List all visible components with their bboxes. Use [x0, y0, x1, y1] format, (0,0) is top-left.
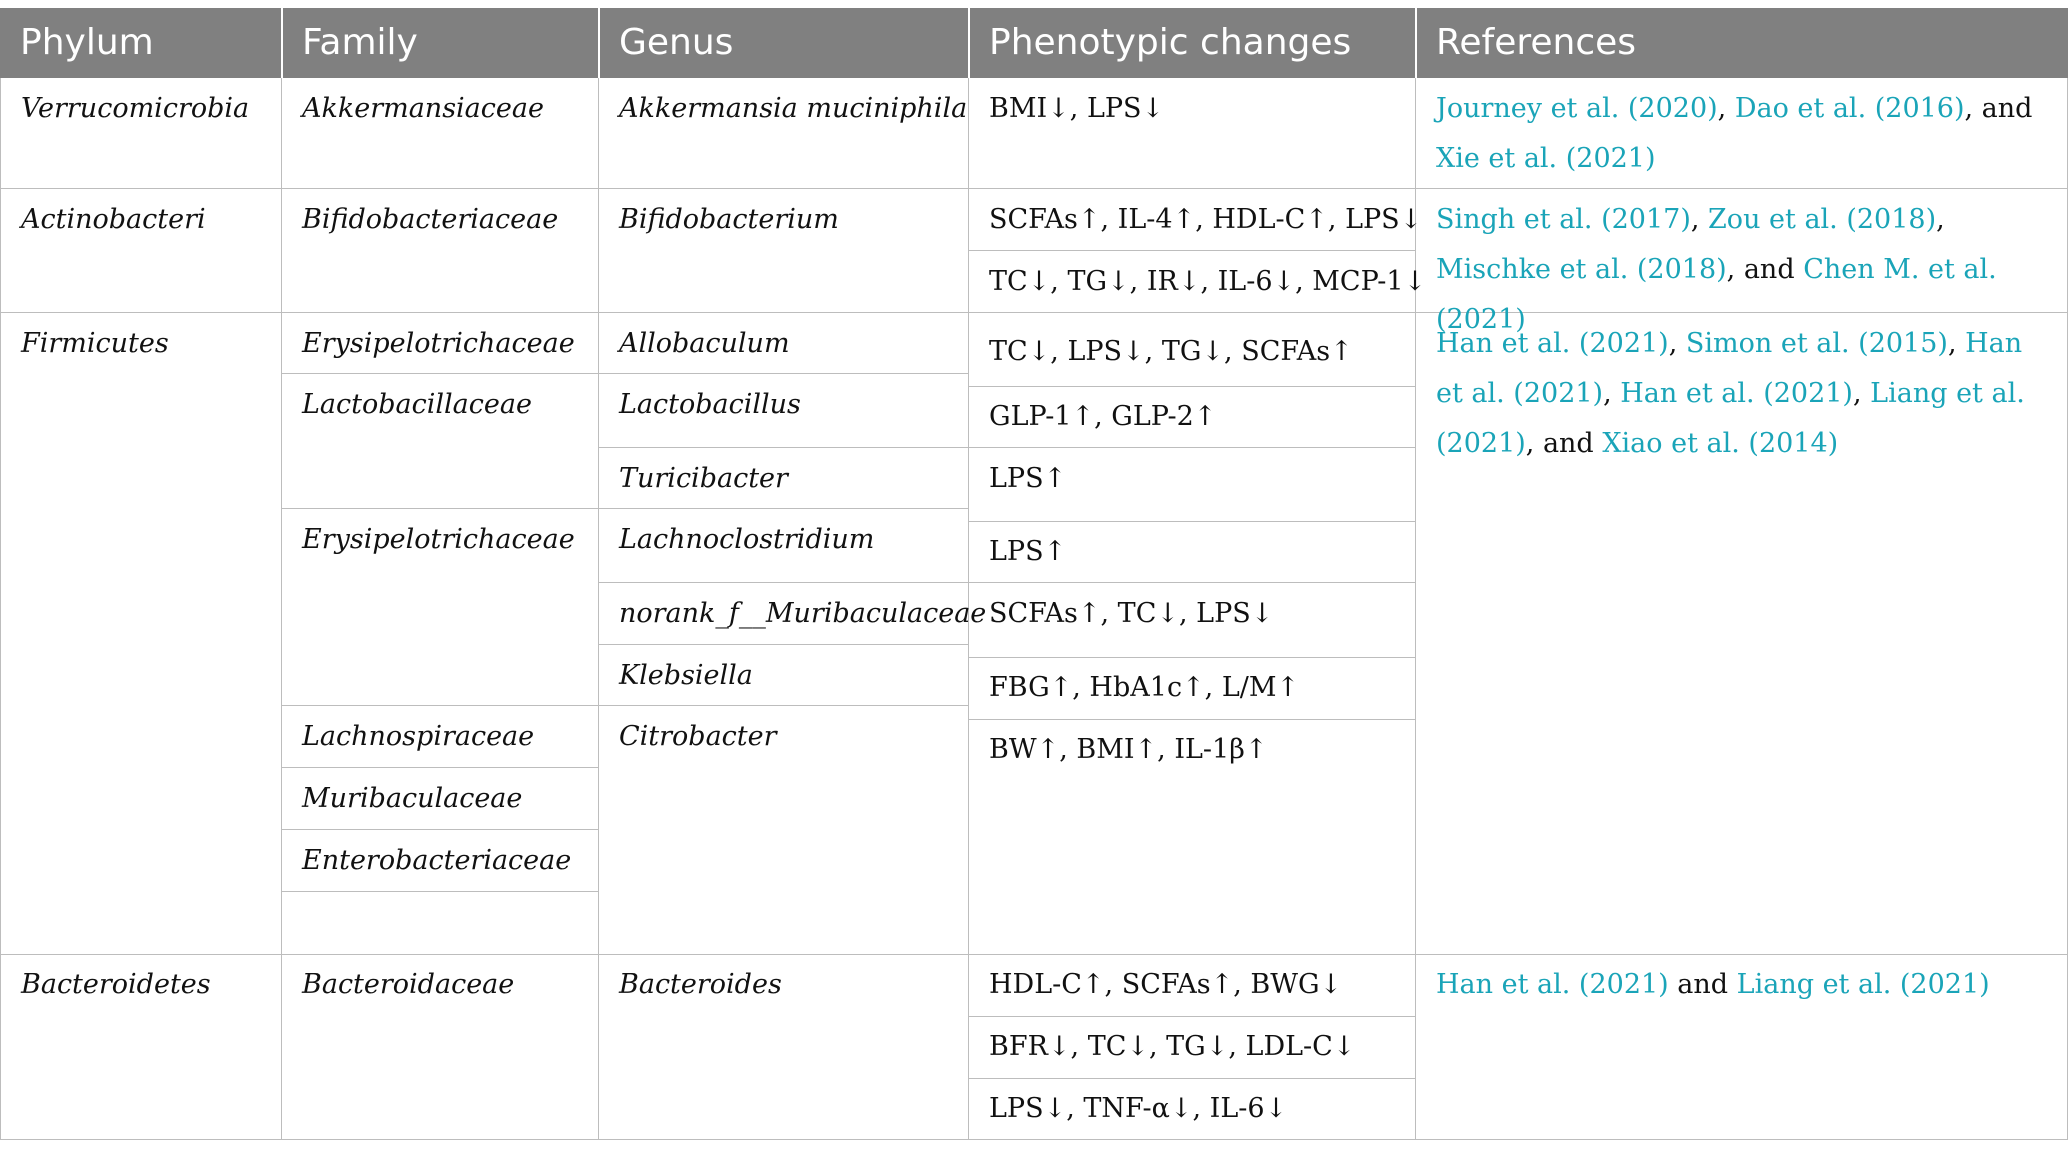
pheno-bact-3: LPS↓, TNF-α↓, IL-6↓ [989, 1093, 1288, 1124]
family-lactobacillaceae: Lactobacillaceae [302, 389, 532, 420]
pheno-actino-2: TC↓, TG↓, IR↓, IL-6↓, MCP-1↓ [989, 266, 1427, 297]
family-erysipelotrichaceae: Erysipelotrichaceae [302, 328, 575, 359]
references-verruco: Journey et al. (2020), Dao et al. (2016), and Xie et al. (2021) [1436, 93, 2033, 174]
reference-link[interactable]: Dao et al. (2016) [1734, 93, 1965, 124]
pheno-firm-6: FBG↑, HbA1c↑, L/M↑ [989, 672, 1300, 703]
phylum-firmicutes: Firmicutes [21, 328, 169, 359]
pheno-verruco: BMI↓, LPS↓ [989, 93, 1165, 124]
family-akkermansiaceae: Akkermansiaceae [302, 93, 544, 124]
reference-link[interactable]: Singh et al. (2017) [1436, 204, 1691, 235]
header-genus: Genus [619, 22, 734, 63]
header-references: References [1436, 22, 1637, 63]
genus-norank-muribaculaceae: norank_f__Muribaculaceae [619, 598, 987, 629]
reference-link[interactable]: Journey et al. (2020) [1436, 93, 1718, 124]
pheno-firm-3: LPS↑ [989, 463, 1067, 494]
genus-lactobacillus: Lactobacillus [619, 389, 801, 420]
genus-turicibacter: Turicibacter [619, 463, 788, 494]
pheno-actino-1: SCFAs↑, IL-4↑, HDL-C↑, LPS↓ [989, 204, 1423, 235]
table-header [0, 8, 2068, 78]
header-phenotypic-changes: Phenotypic changes [989, 22, 1352, 63]
references-firm: Han et al. (2021), Simon et al. (2015), Han et al. (2021), Han et al. (2021), Liang et al. (2021), and Xiao et al. (2014) [1436, 328, 2025, 459]
reference-link[interactable]: Han et al. (2021) [1436, 328, 2023, 409]
reference-link[interactable]: Liang et al. (2021) [1736, 969, 1990, 1000]
genus-bacteroides: Bacteroides [619, 969, 782, 1000]
pheno-bact-2: BFR↓, TC↓, TG↓, LDL-C↓ [989, 1031, 1356, 1062]
header-family: Family [302, 22, 418, 63]
reference-link[interactable]: Zou et al. (2018) [1708, 204, 1937, 235]
reference-link[interactable]: Xie et al. (2021) [1436, 143, 1656, 174]
pheno-firm-7: BW↑, BMI↑, IL-1β↑ [989, 734, 1268, 765]
reference-link[interactable]: Xiao et al. (2014) [1602, 428, 1839, 459]
reference-link[interactable]: Mischke et al. (2018) [1436, 254, 1727, 285]
pheno-firm-2: GLP-1↑, GLP-2↑ [989, 401, 1217, 432]
genus-lachnoclostridium: Lachnoclostridium [619, 524, 875, 555]
data-table [0, 8, 2068, 1140]
reference-link[interactable]: Han et al. (2021) [1436, 328, 1669, 359]
genus-citrobacter: Citrobacter [619, 721, 777, 752]
reference-link[interactable]: Simon et al. (2015) [1685, 328, 1948, 359]
pheno-firm-1: TC↓, LPS↓, TG↓, SCFAs↑ [989, 336, 1353, 367]
reference-link[interactable]: Liang et al. (2021) [1436, 378, 2025, 459]
family-bifidobacteriaceae: Bifidobacteriaceae [302, 204, 559, 235]
phylum-bacteroidetes: Bacteroidetes [21, 969, 211, 1000]
genus-bifidobacterium: Bifidobacterium [619, 204, 839, 235]
pheno-firm-5: SCFAs↑, TC↓, LPS↓ [989, 598, 1274, 629]
family-enterobacteriaceae: Enterobacteriaceae [302, 845, 572, 876]
reference-link[interactable]: Chen M. et al. (2021) [1436, 254, 1997, 335]
genus-akkermansia: Akkermansia muciniphila [619, 93, 968, 124]
header-phylum: Phylum [20, 22, 154, 63]
genus-allobaculum: Allobaculum [619, 328, 790, 359]
genus-klebsiella: Klebsiella [619, 660, 753, 691]
phylum-verrucomicrobia: Verrucomicrobia [21, 93, 250, 124]
reference-link[interactable]: Han et al. (2021) [1620, 378, 1853, 409]
family-bacteroidaceae: Bacteroidaceae [302, 969, 515, 1000]
family-erysipelotrichaceae: Erysipelotrichaceae [302, 524, 575, 555]
references-actino: Singh et al. (2017), Zou et al. (2018), Mischke et al. (2018), and Chen M. et al. (2021) [1436, 204, 1997, 335]
reference-link[interactable]: Han et al. (2021) [1436, 969, 1669, 1000]
pheno-firm-4: LPS↑ [989, 536, 1067, 567]
family-lachnospiraceae: Lachnospiraceae [302, 721, 535, 752]
family-muribaculaceae: Muribaculaceae [302, 783, 523, 814]
references-bact: Han et al. (2021) and Liang et al. (2021) [1436, 969, 1990, 1000]
phylum-actinobacteri: Actinobacteri [21, 204, 206, 235]
pheno-bact-1: HDL-C↑, SCFAs↑, BWG↓ [989, 969, 1343, 1000]
